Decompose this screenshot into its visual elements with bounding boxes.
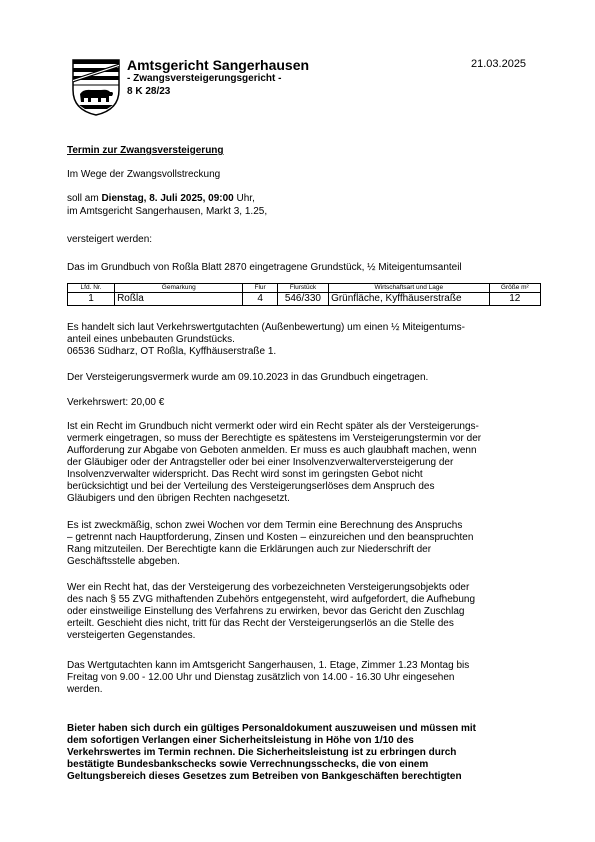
paragraph-line: Geschäftsstelle abgeben. (67, 556, 180, 567)
intro-text: Im Wege der Zwangsvollstreckung (67, 169, 221, 180)
table-cell: 12 (489, 293, 540, 306)
table-cell: 1 (68, 293, 115, 306)
bidder-paragraph (67, 723, 476, 783)
auction-line: versteigert werden: (67, 234, 153, 245)
paragraph-line: berücksichtigt und bei der Verteilung des Versteigerungserlöses dem Anspruch des (67, 481, 435, 492)
paragraph-line: Wer ein Recht hat, das der Versteigerung des vorbezeichneten Versteigerungsobjekts oder (67, 582, 470, 593)
paragraph-line: Ist ein Recht im Grundbuch nicht vermerkt oder wird ein Recht später als der Versteigerungs- (67, 421, 479, 432)
table-cell: Grünfläche, Kyffhäuserstraße (329, 293, 490, 306)
paragraph-line: bestätigte Bundesbankschecks sowie Verrechnungsschecks, die von einem (67, 759, 429, 770)
paragraph-line: 06536 Südharz, OT Roßla, Kyffhäuserstraße 1. (67, 346, 277, 357)
property-table (67, 283, 541, 306)
advice-paragraph (67, 520, 473, 568)
paragraph-line: Das Wertgutachten kann im Amtsgericht Sangerhausen, 1. Etage, Zimmer 1.23 Montag bis (67, 660, 470, 671)
paragraph-line: Aufforderung zur Abgabe von Geboten anmelden. Er muss es auch glaubhaft machen, wenn (67, 445, 477, 456)
paragraph-line: Verkehrswertes im Termin rechnen. Die Sicherheitsleistung ist zu erbringen durch (67, 747, 457, 758)
document-title: Termin zur Zwangsversteigerung (67, 145, 224, 156)
court-subtitle: - Zwangsversteigerungsgericht - (127, 73, 282, 84)
valuation-paragraph (67, 322, 465, 358)
market-value: Verkehrswert: 20,00 € (67, 397, 165, 408)
paragraph-line: der Gläubiger oder der Antragsteller oder bei einer Insolvenzverwalterversteigerung der (67, 457, 454, 468)
report-paragraph (67, 660, 469, 696)
paragraph-line: erteilt. Geschieht dies nicht, tritt für das Recht der Versteigerungserlös an die Stelle des (67, 618, 454, 629)
table-row (68, 293, 541, 306)
paragraph-line: dem sofortigen Verlangen einer Sicherheitsleistung in Höhe von 1/10 des (67, 735, 414, 746)
paragraph-line: anteil eines unbebauten Grundstücks. (67, 334, 235, 345)
table-cell: 4 (243, 293, 277, 306)
paragraph-line: Geltungsbereich dieses Gesetzes zum Betreiben von Bankgeschäften berechtigten (67, 771, 462, 782)
court-name: Amtsgericht Sangerhausen (127, 57, 310, 73)
entry-paragraph: Der Versteigerungsvermerk wurde am 09.10.2023 in das Grundbuch eingetragen. (67, 372, 429, 383)
appointment-line (67, 193, 255, 205)
table-cell: 546/330 (277, 293, 328, 306)
property-line: Das im Grundbuch von Roßla Blatt 2870 eingetragene Grundstück, ½ Miteigentumsanteil (67, 262, 462, 273)
paragraph-line: Rang mitzuteilen. Der Berechtigte kann die Erklärungen auch zur Niederschrift der (67, 544, 432, 555)
appointment-date: Dienstag, 8. Juli 2025, 09:00 (101, 193, 234, 204)
table-header: Lfd. Nr. (68, 284, 115, 293)
table-header: Flurstück (277, 284, 328, 293)
table-header: Größe m² (489, 284, 540, 293)
paragraph-line: werden. (67, 684, 103, 695)
paragraph-line: Es ist zweckmäßig, schon zwei Wochen vor dem Termin eine Berechnung des Anspruchs (67, 520, 463, 531)
document-date: 21.03.2025 (471, 58, 527, 70)
paragraph-line: Bieter haben sich durch ein gültiges Personaldokument auszuweisen und müssen mit (67, 723, 476, 734)
paragraph-line: vermerk eingetragen, so muss der Berechtigte es spätestens im Versteigerungstermin vor der (67, 433, 482, 444)
coat-of-arms-icon (71, 58, 121, 117)
paragraph-line: – getrennt nach Hauptforderung, Zinsen und Kosten – einzureichen und den beanspruchten (67, 532, 474, 543)
objection-paragraph (67, 582, 475, 642)
table-cell: Roßla (115, 293, 243, 306)
paragraph-line: Gläubigers und den übrigen Rechten nachgesetzt. (67, 493, 290, 504)
paragraph-line: Insolvenzverwalter widerspricht. Das Recht wird sonst im geringsten Gebot nicht (67, 469, 423, 480)
table-header-row (68, 284, 541, 293)
table-header: Flur (243, 284, 277, 293)
paragraph-line: oder einstweilige Einstellung des Verfahrens zu erwirken, bevor das Gericht den Zuschlag (67, 606, 465, 617)
appointment-suffix: Uhr, (233, 193, 255, 204)
appointment-prefix: soll am (67, 193, 102, 204)
paragraph-line: versteigerten Gegenstandes. (67, 630, 196, 641)
paragraph-line: Freitag von 9.00 - 12.00 Uhr und Dienstag zusätzlich von 14.00 - 16.30 Uhr eingesehen (67, 672, 455, 683)
table-header: Gemarkung (115, 284, 243, 293)
paragraph-line: des nach § 55 ZVG mithaftenden Zubehörs entgegensteht, wird aufgefordert, die Aufhebung (67, 594, 476, 605)
case-number: 8 K 28/23 (127, 86, 171, 97)
paragraph-line: Es handelt sich laut Verkehrswertgutachten (Außenbewertung) um einen ½ Miteigentums- (67, 322, 465, 333)
appointment-location: im Amtsgericht Sangerhausen, Markt 3, 1.25, (67, 206, 268, 217)
table-header: Wirtschaftsart und Lage (329, 284, 490, 293)
rights-paragraph (67, 421, 481, 505)
